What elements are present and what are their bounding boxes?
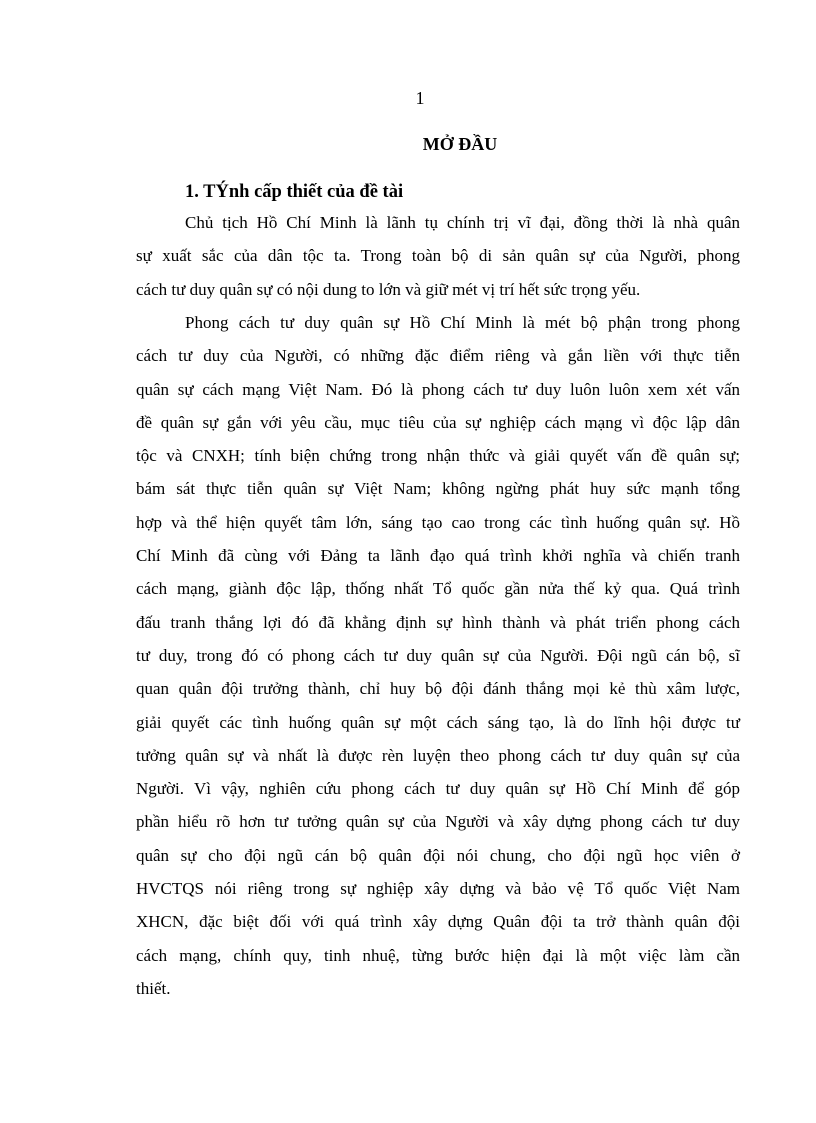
page-number: 1 bbox=[415, 88, 425, 108]
text-line: quân sự cho đội ngũ cán bộ quân đội nói chung, cho đội ngũ học viên ở bbox=[136, 845, 740, 865]
text-line: tộc và CNXH; tính biện chứng trong nhận thức và giải quyết vấn đề quân sự; bbox=[136, 446, 740, 466]
text-line: quan quân đội trưởng thành, chỉ huy bộ đội đánh thắng mọi kẻ thù xâm lược, bbox=[136, 679, 740, 699]
text-line: Chí Minh đã cùng với Đảng ta lãnh đạo quá trình khởi nghĩa và chiến tranh bbox=[136, 546, 740, 566]
section-heading: 1. TÝnh cấp thiết của đề tài bbox=[185, 182, 404, 202]
text-line: bám sát thực tiễn quân sự Việt Nam; không ngừng phát huy sức mạnh tổng bbox=[136, 479, 740, 499]
text-line: cách tư duy của Người, có những đặc điểm riêng và gắn liền với thực tiễn bbox=[136, 346, 740, 366]
text-line: cách mạng, giành độc lập, thống nhất Tổ quốc gần nửa thế kỷ qua. Quá trình bbox=[136, 579, 740, 599]
text-line: tư duy, trong đó có phong cách tư duy quân sự của Người. Đội ngũ cán bộ, sĩ bbox=[136, 645, 740, 665]
text-line: XHCN, đặc biệt đối với quá trình xây dựng Quân đội ta trở thành quân đội bbox=[136, 912, 740, 932]
text-line: cách tư duy quân sự có nội dung to lớn và giữ mét vị trí hết sức trọng yếu. bbox=[136, 279, 641, 299]
document-title: MỞ ĐẦU bbox=[422, 134, 498, 154]
text-line: HVCTQS nói riêng trong sự nghiệp xây dựng và bảo vệ Tổ quốc Việt Nam bbox=[136, 879, 740, 899]
text-line: tưởng quân sự và nhất là được rèn luyện theo phong cách tư duy quân sự của bbox=[136, 745, 740, 765]
paragraph-1 bbox=[136, 206, 740, 306]
text-line: đấu tranh thắng lợi đó đã khẳng định sự hình thành và phát triển phong cách bbox=[136, 612, 740, 632]
text-line: sự xuất sắc của dân tộc ta. Trong toàn bộ di sản quân sự của Người, phong bbox=[136, 246, 740, 266]
text-line: đề quân sự gắn với yêu cầu, mục tiêu của sự nghiệp cách mạng vì độc lập dân bbox=[136, 412, 740, 432]
text-line: quân sự cách mạng Việt Nam. Đó là phong cách tư duy luôn luôn xem xét vấn bbox=[136, 379, 740, 399]
text-line: Chủ tịch Hồ Chí Minh là lãnh tụ chính trị vĩ đại, đồng thời là nhà quân bbox=[185, 213, 740, 232]
text-line: Người. Vì vậy, nghiên cứu phong cách tư duy quân sự Hồ Chí Minh để góp bbox=[136, 779, 740, 799]
text-line: thiết. bbox=[136, 978, 171, 998]
text-line: hợp và thể hiện quyết tâm lớn, sáng tạo cao trong các tình huống quân sự. Hồ bbox=[136, 512, 740, 532]
paragraph-2 bbox=[136, 306, 740, 1005]
text-line: Phong cách tư duy quân sự Hồ Chí Minh là mét bộ phận trong phong bbox=[185, 313, 740, 332]
text-line: giải quyết các tình huống quân sự một cách sáng tạo, là do lĩnh hội được tư bbox=[136, 712, 740, 732]
text-line: cách mạng, chính quy, tinh nhuệ, từng bước hiện đại là một việc làm cần bbox=[136, 945, 740, 965]
text-line: phần hiểu rõ hơn tư tưởng quân sự của Người và xây dựng phong cách tư duy bbox=[136, 812, 740, 832]
